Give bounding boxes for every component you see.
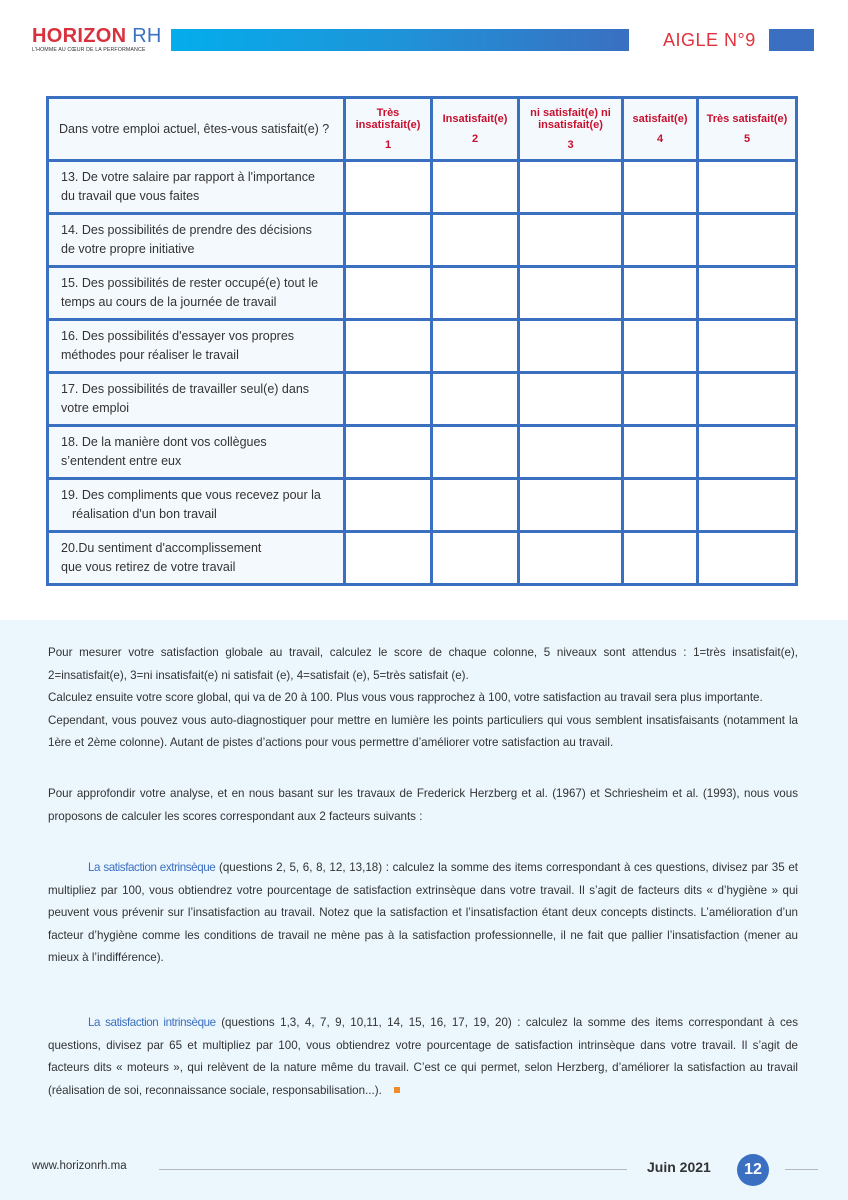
column-header-5: Très satisfait(e) 5: [698, 98, 797, 161]
answer-cell-3[interactable]: [519, 479, 623, 532]
answer-cell-5[interactable]: [698, 161, 797, 214]
answer-cell-1[interactable]: [345, 373, 432, 426]
website-url[interactable]: www.horizonrh.ma: [32, 1160, 127, 1172]
answer-cell-4[interactable]: [623, 479, 698, 532]
answer-cell-4[interactable]: [623, 267, 698, 320]
question-cell: 13. De votre salaire par rapport à l'importance du travail que vous faites: [48, 161, 345, 214]
answer-cell-5[interactable]: [698, 320, 797, 373]
question-cell: 18. De la manière dont vos collègues s’entendent entre eux: [48, 426, 345, 479]
answer-cell-4[interactable]: [623, 161, 698, 214]
issue-title: AIGLE N°9: [663, 30, 756, 50]
answer-cell-1[interactable]: [345, 426, 432, 479]
answer-cell-4[interactable]: [623, 214, 698, 267]
answer-cell-1[interactable]: [345, 161, 432, 214]
answer-cell-2[interactable]: [432, 479, 519, 532]
table-row: [48, 373, 797, 426]
question-cell: 15. Des possibilités de rester occupé(e) tout le temps au cours de la journée de travail: [48, 267, 345, 320]
paragraph-global-score: Pour mesurer votre satisfaction globale au travail, calculez le score de chaque colonne, 5 niveaux sont attendus : 1=très insatisfait(e), 2=insatisfait(e), 3=ni insatisfait(e) ni satisfait (e), 4=satisfait (e), 5=très satisfait (e). Calculez ensuite votre score global, qui va de 20 à 100. Plus vous vous rapprochez à 100, votre satisfaction au travail sera plus importante. Cependant, vous pouvez vous auto-diagnostiquer pour mettre en lumière les points particuliers qui vous semblent insatisfaisants (notamment la 1ère et 2ème colonne). Autant de pistes d’actions pour vous permettre d’améliorer votre satisfaction au travail.: [48, 646, 798, 749]
header-accent-bar: [769, 29, 814, 51]
table-row: [48, 426, 797, 479]
logo-accent: RH: [132, 25, 162, 47]
paragraph-intrinsic: La satisfaction intrinsèque (questions 1,3, 4, 7, 9, 10,11, 14, 15, 16, 17, 19, 20) : calculez la somme des items correspondant à ces questions, divisez par 65 et multipliez par 100, vous obtiendrez votre pourcentage de satisfaction intrinsèque dans votre travail. Il s’agit de facteurs dits « moteurs », qui relèvent de la nature même du travail. C’est ce qui permet, selon Herzberg, d’améliorer la satisfaction au travail (réalisation de soi, reconnaissance sociale, responsabilisation...).: [48, 1016, 798, 1097]
question-cell: 16. Des possibilités d'essayer vos propres méthodes pour réaliser le travail: [48, 320, 345, 373]
answer-cell-5[interactable]: [698, 214, 797, 267]
answer-cell-5[interactable]: [698, 532, 797, 585]
table-row: [48, 267, 797, 320]
answer-cell-3[interactable]: [519, 214, 623, 267]
answer-cell-2[interactable]: [432, 214, 519, 267]
question-cell: 19. Des compliments que vous recevez pour la réalisation d'un bon travail: [48, 479, 345, 532]
table-header-row: [48, 98, 797, 161]
satisfaction-survey-table: [46, 96, 798, 586]
answer-cell-2[interactable]: [432, 320, 519, 373]
answer-cell-1[interactable]: [345, 267, 432, 320]
answer-cell-5[interactable]: [698, 267, 797, 320]
answer-cell-5[interactable]: [698, 479, 797, 532]
table-row: [48, 479, 797, 532]
question-cell: 20.Du sentiment d'accomplissement que vous retirez de votre travail: [48, 532, 345, 585]
column-header-3: ni satisfait(e) ni insatisfait(e) 3: [519, 98, 623, 161]
answer-cell-3[interactable]: [519, 373, 623, 426]
paragraph-herzberg: Pour approfondir votre analyse, et en nous basant sur les travaux de Frederick Herzberg et al. (1967) et Schriesheim et al. (1993), nous vous proposons de calculer les scores correspondant aux 2 facteurs suivants :: [48, 787, 798, 823]
question-cell: 17. Des possibilités de travailler seul(e) dans votre emploi: [48, 373, 345, 426]
answer-cell-4[interactable]: [623, 532, 698, 585]
answer-cell-2[interactable]: [432, 373, 519, 426]
question-column-header: Dans votre emploi actuel, êtes-vous satisfait(e) ?: [48, 98, 345, 161]
question-cell: 14. Des possibilités de prendre des décisions de votre propre initiative: [48, 214, 345, 267]
issue-date: Juin 2021: [647, 1159, 711, 1175]
column-header-1: Très insatisfait(e) 1: [345, 98, 432, 161]
answer-cell-3[interactable]: [519, 426, 623, 479]
page-header: [0, 0, 848, 70]
logo-tagline: L'HOMME AU CŒUR DE LA PERFORMANCE: [32, 47, 146, 53]
answer-cell-1[interactable]: [345, 532, 432, 585]
answer-cell-3[interactable]: [519, 532, 623, 585]
extrinsic-heading: La satisfaction extrinsèque: [88, 861, 216, 874]
logo-main: HORIZON: [32, 25, 127, 47]
table-row: [48, 214, 797, 267]
table-row: [48, 532, 797, 585]
answer-cell-4[interactable]: [623, 426, 698, 479]
column-header-4: satisfait(e) 4: [623, 98, 698, 161]
answer-cell-1[interactable]: [345, 214, 432, 267]
answer-cell-2[interactable]: [432, 161, 519, 214]
intrinsic-heading: La satisfaction intrinsèque: [88, 1016, 216, 1029]
footer-divider-short: [785, 1169, 818, 1170]
end-square-icon: [394, 1087, 400, 1093]
answer-cell-1[interactable]: [345, 479, 432, 532]
page-footer: [0, 1150, 848, 1190]
answer-cell-2[interactable]: [432, 267, 519, 320]
header-gradient-bar: [171, 29, 629, 51]
footer-divider: [159, 1169, 627, 1170]
answer-cell-5[interactable]: [698, 373, 797, 426]
table-row: [48, 161, 797, 214]
answer-cell-3[interactable]: [519, 161, 623, 214]
answer-cell-5[interactable]: [698, 426, 797, 479]
answer-cell-3[interactable]: [519, 320, 623, 373]
column-header-2: Insatisfait(e) 2: [432, 98, 519, 161]
page-number-badge: 12: [737, 1154, 769, 1186]
table-row: [48, 320, 797, 373]
horizon-rh-logo: [32, 26, 162, 53]
answer-cell-4[interactable]: [623, 373, 698, 426]
answer-cell-4[interactable]: [623, 320, 698, 373]
answer-cell-1[interactable]: [345, 320, 432, 373]
answer-cell-2[interactable]: [432, 532, 519, 585]
paragraph-extrinsic: La satisfaction extrinsèque (questions 2, 5, 6, 8, 12, 13,18) : calculez la somme des items correspondant à ces questions, divisez par 35 et multipliez par 100, vous obtiendrez votre pourcentage de satisfaction extrinsèque dans votre travail. Il s’agit de facteurs dits « d’hygiène » qui peuvent vous prévenir sur l’insatisfaction au travail. Notez que la satisfaction et l’insatisfaction étant deux concepts distincts. L’amélioration d’un facteur d’hygiène comme les conditions de travail ne mène pas à la satisfaction professionnelle, il ne fait que pallier l’insatisfaction (mener au mieux à l’indifférence).: [48, 861, 798, 964]
answer-cell-3[interactable]: [519, 267, 623, 320]
answer-cell-2[interactable]: [432, 426, 519, 479]
